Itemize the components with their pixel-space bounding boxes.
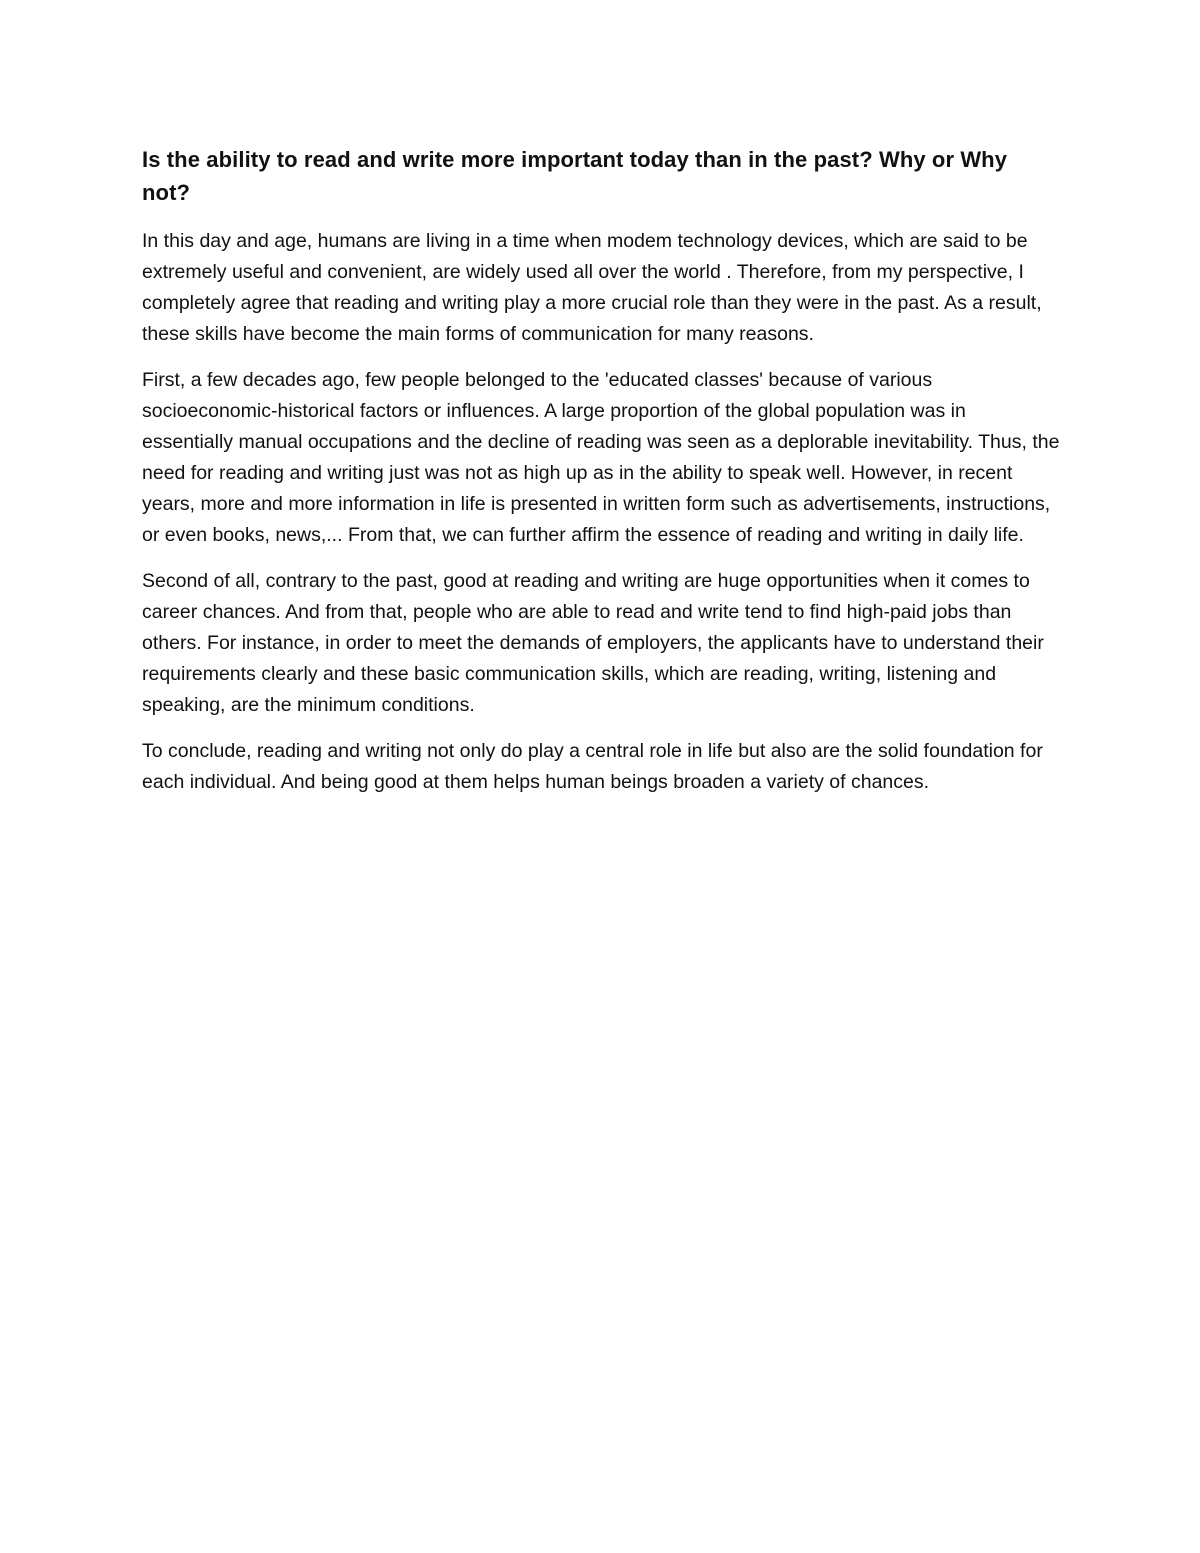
paragraph-conclusion: To conclude, reading and writing not only do play a central role in life but also are the solid foundation for each individual. And being good at them helps human beings broaden a variety of chances. xyxy=(142,740,1043,793)
paragraph-first-reason: First, a few decades ago, few people belonged to the 'educated classes' because of various socioeconomic-historical factors or influences. A large proportion of the global population was in essentially manual occupations and the decline of reading was seen as a deplorable inevitability. Thus, the need for reading and writing just was not as high up as in the ability to speak well. However, in recent years, more and more information in life is presented in written form such as advertisements, instructions, or even books, news,... From that, we can further affirm the essence of reading and writing in daily life. xyxy=(142,369,1060,546)
paragraph-introduction: In this day and age, humans are living in a time when modem technology devices, which are said to be extremely useful and convenient, are widely used all over the world . Therefore, from my perspective, I completely agree that reading and writing play a more crucial role than they were in the past. As a result, these skills have become the main forms of communication for many reasons. xyxy=(142,230,1042,345)
document-title: Is the ability to read and write more important today than in the past? Why or Why not? xyxy=(142,147,1008,205)
paragraph-second-reason: Second of all, contrary to the past, good at reading and writing are huge opportunities when it comes to career chances. And from that, people who are able to read and write tend to find high-paid jobs than others. For instance, in order to meet the demands of employers, the applicants have to understand their requirements clearly and these basic communication skills, which are reading, writing, listening and speaking, are the minimum conditions. xyxy=(142,570,1044,716)
